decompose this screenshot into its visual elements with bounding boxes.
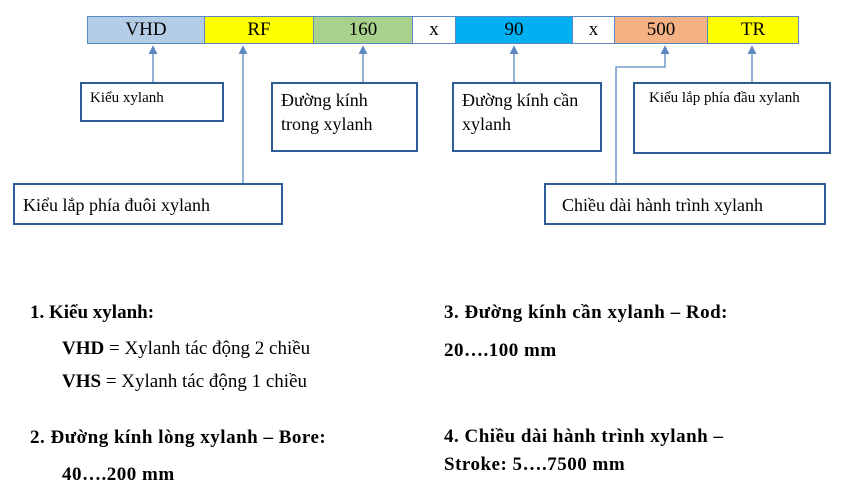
note-1-vhs-code: VHS [62, 371, 102, 392]
callout-bore-text: Đường kính trong xylanh [281, 90, 373, 135]
note-1-vhd-code: VHD [62, 338, 105, 359]
callout-rear-mount [13, 183, 283, 225]
callout-stroke-text: Chiều dài hành trình xylanh [562, 195, 763, 215]
callout-stroke [544, 183, 826, 225]
code-text-stroke: 500 [646, 19, 676, 40]
note-3-value: 20….100 mm [444, 340, 557, 361]
callout-front-mount-text: Kiểu lắp phía đầu xylanh [649, 90, 800, 106]
callout-rear-mount-text: Kiểu lắp phía đuôi xylanh [23, 195, 210, 215]
callout-bore [271, 82, 418, 152]
note-1-vhd-desc: = Xylanh tác động 2 chiều [104, 338, 311, 359]
note-1-title: 1. Kiểu xylanh: [30, 302, 155, 323]
code-text-separator-1: x [429, 19, 439, 40]
callout-front-mount [633, 82, 831, 154]
callout-cylinder-type [80, 82, 224, 122]
note-2-value: 40….200 mm [62, 464, 175, 485]
code-text-rod: 90 [504, 19, 524, 40]
code-text-rear-mount: RF [247, 19, 271, 40]
note-3-title: 3. Đường kính cần xylanh – Rod: [444, 302, 728, 323]
code-text-bore: 160 [348, 19, 378, 40]
note-4-title-line2: Stroke: 5….7500 mm [444, 454, 626, 475]
code-text-front-mount: TR [740, 19, 766, 40]
callout-rod [452, 82, 602, 152]
code-text-type: VHD [125, 19, 167, 40]
note-1-vhs-desc: = Xylanh tác động 1 chiều [101, 371, 308, 392]
note-1-vhd [62, 336, 310, 363]
note-1-vhs [62, 369, 307, 396]
code-text-separator-2: x [588, 19, 599, 40]
note-4-title-line1: 4. Chiều dài hành trình xylanh – [444, 426, 724, 447]
callout-rod-text: Đường kính cần xylanh [462, 90, 579, 135]
note-2-title: 2. Đường kính lòng xylanh – Bore: [30, 427, 327, 448]
callout-cylinder-type-text: Kiểu xylanh [90, 90, 164, 106]
